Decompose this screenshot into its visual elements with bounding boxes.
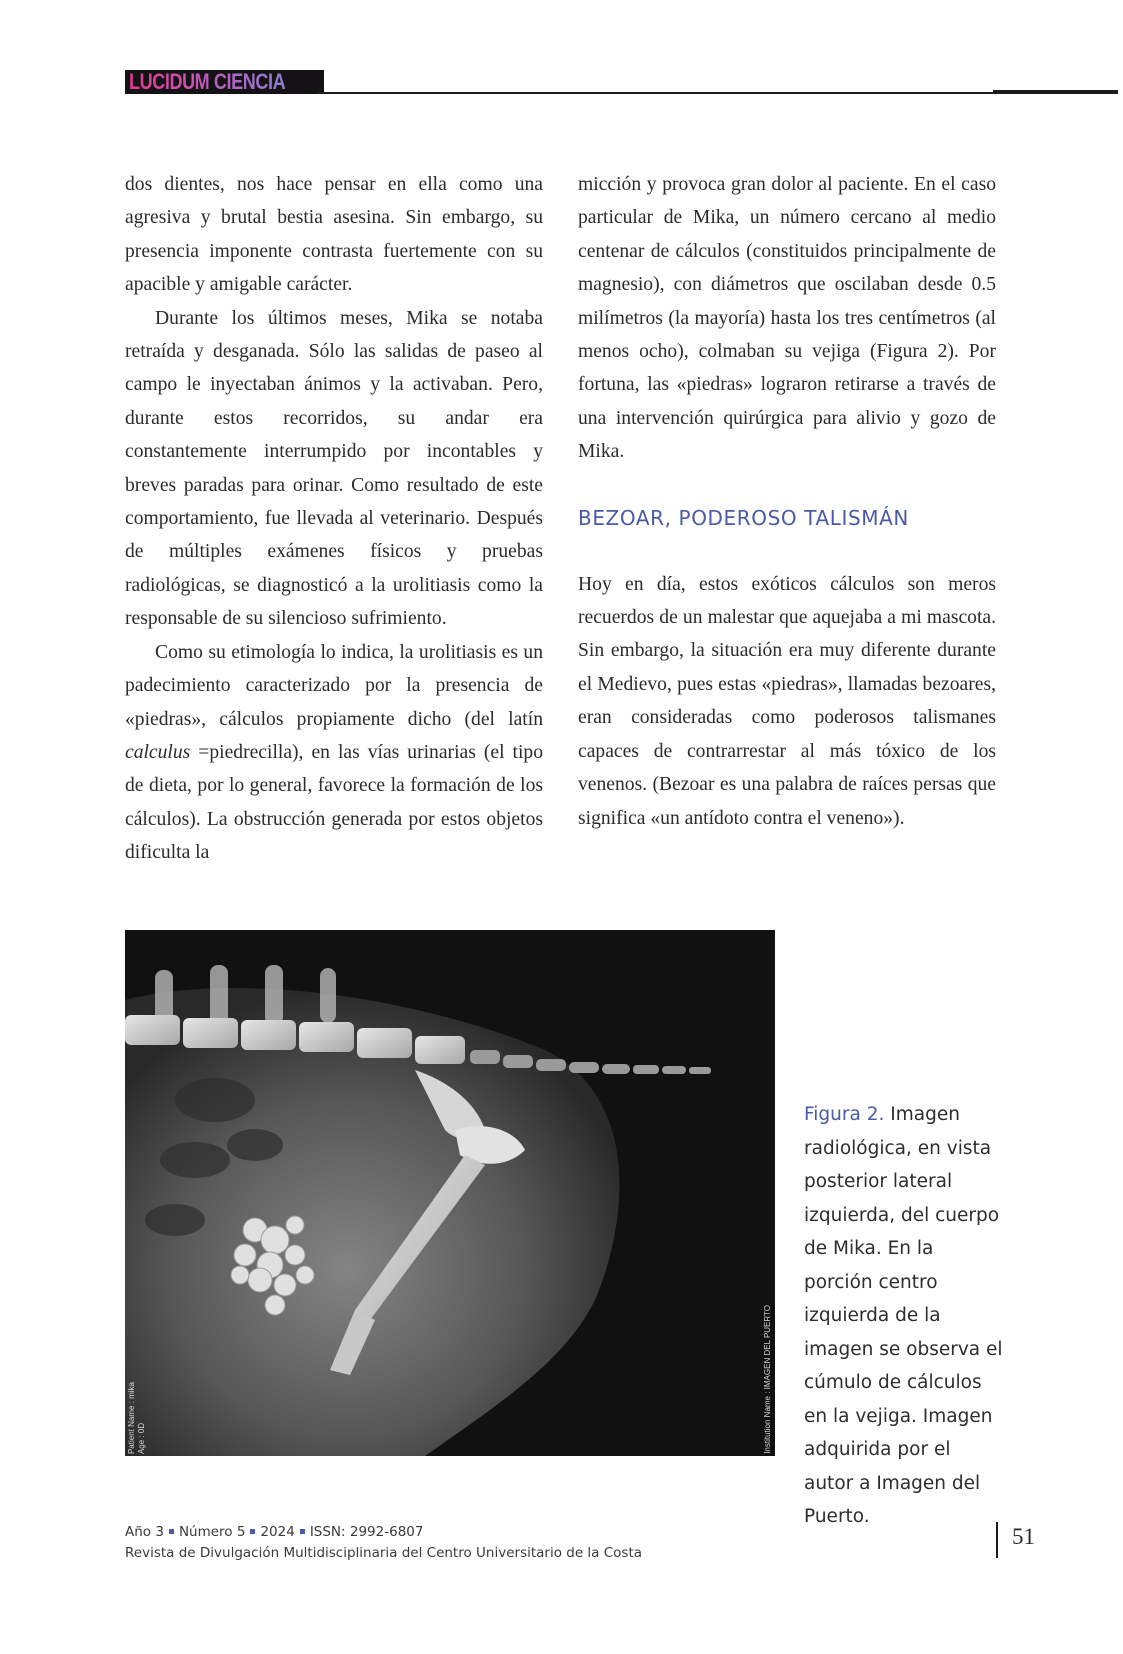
figure-label: Figura 2. [804, 1104, 885, 1125]
volume-label: Año 3 [125, 1524, 164, 1540]
page-footer [125, 1522, 642, 1564]
journal-title: LUCIDUM CIENCIA [129, 69, 286, 94]
xray-patient-overlay [127, 1382, 147, 1454]
page-number-rule [996, 1522, 998, 1558]
journal-header [125, 70, 324, 94]
issue-info [125, 1522, 642, 1543]
paragraph: micción y provoca gran dolor al paciente. En el caso particular de Mika, un número cercano al medio centenar de cálculos (constituidos principalmente de magnesio), con diámetros que oscilaban desde 0.5 milímetros (la mayoría) hasta los tres centímetros (al menos ocho), colmaban su vejiga (Figura 2). Por fortuna, las «piedras» lograron retirarse a través de una intervención quirúrgica para alivio y gozo de Mika. [578, 174, 996, 463]
paragraph [125, 636, 543, 870]
xray-institution-overlay: Institution Name : IMAGEN DEL PUERTO [763, 1305, 772, 1454]
paragraph-text: Como su etimología lo indica, la urolitiasis es un padecimiento caracterizado por la presencia de «piedras», cálculos propiamente dicho (del latín [125, 641, 543, 730]
caption-text: Imagen radiológica, en vista posterior lateral izquierda, del cuerpo de Mika. En la porción centro izquierda de la imagen se observa el cúmulo de cálculos en la vejiga. Imagen adquirida por el autor a Imagen del Puerto. [804, 1104, 1003, 1527]
right-column [578, 168, 996, 835]
separator-square-icon [169, 1529, 174, 1534]
section-heading: BEZOAR, PODEROSO TALISMÁN [578, 505, 909, 530]
figure-caption [804, 1098, 1004, 1534]
separator-square-icon [300, 1529, 305, 1534]
separator-square-icon [250, 1529, 255, 1534]
paragraph: Durante los últimos meses, Mika se notaba retraída y desganada. Sólo las salidas de paseo al campo le inyectaban ánimos y la activaban. Pero, durante estos recorridos, su andar era constantemente interrumpido por incontables y breves paradas para orinar. Como resultado de este comportamiento, fue llevada al veterinario. Después de múltiples exámenes físicos y pruebas radiológicas, se diagnosticó a la urolitiasis como la responsable de su silencioso sufrimiento. [125, 307, 543, 630]
patient-name-label: Patient Name : mika [127, 1381, 136, 1454]
paragraph: dos dientes, nos hace pensar en ella como una agresiva y brutal bestia asesina. Sin embargo, su presencia imponente contrasta fuertemente con su apacible y amigable carácter. [125, 174, 543, 296]
paragraph-text: =piedrecilla), en las vías urinarias (el tipo de dieta, por lo general, favorece la formación de los cálculos). La obstrucción generada por estos objetos dificulta la [125, 741, 543, 864]
latin-term: calculus [125, 741, 191, 763]
page-number: 51 [1012, 1524, 1035, 1549]
xray-figure [125, 930, 775, 1456]
header-rule [318, 92, 993, 94]
year-label: 2024 [260, 1524, 295, 1540]
patient-age-label: Age : 0D [137, 1422, 146, 1454]
issue-number-label: Número 5 [178, 1524, 246, 1540]
journal-description: Revista de Divulgación Multidisciplinaria del Centro Universitario de la Costa [125, 1545, 643, 1561]
issn-label: ISSN: 2992-6807 [309, 1524, 424, 1540]
xray-image [125, 930, 775, 1456]
paragraph: Hoy en día, estos exóticos cálculos son meros recuerdos de un malestar que aquejaba a mi mascota. Sin embargo, la situación era muy diferente durante el Medievo, pues estas «piedras», llamadas bezoares, eran consideradas como poderosos talismanes capaces de contrarrestar al más tóxico de los venenos. (Bezoar es una palabra de raíces persas que significa «un antídoto contra el veneno»). [578, 573, 996, 829]
header-rule-thick [993, 90, 1118, 94]
left-column [125, 168, 543, 870]
